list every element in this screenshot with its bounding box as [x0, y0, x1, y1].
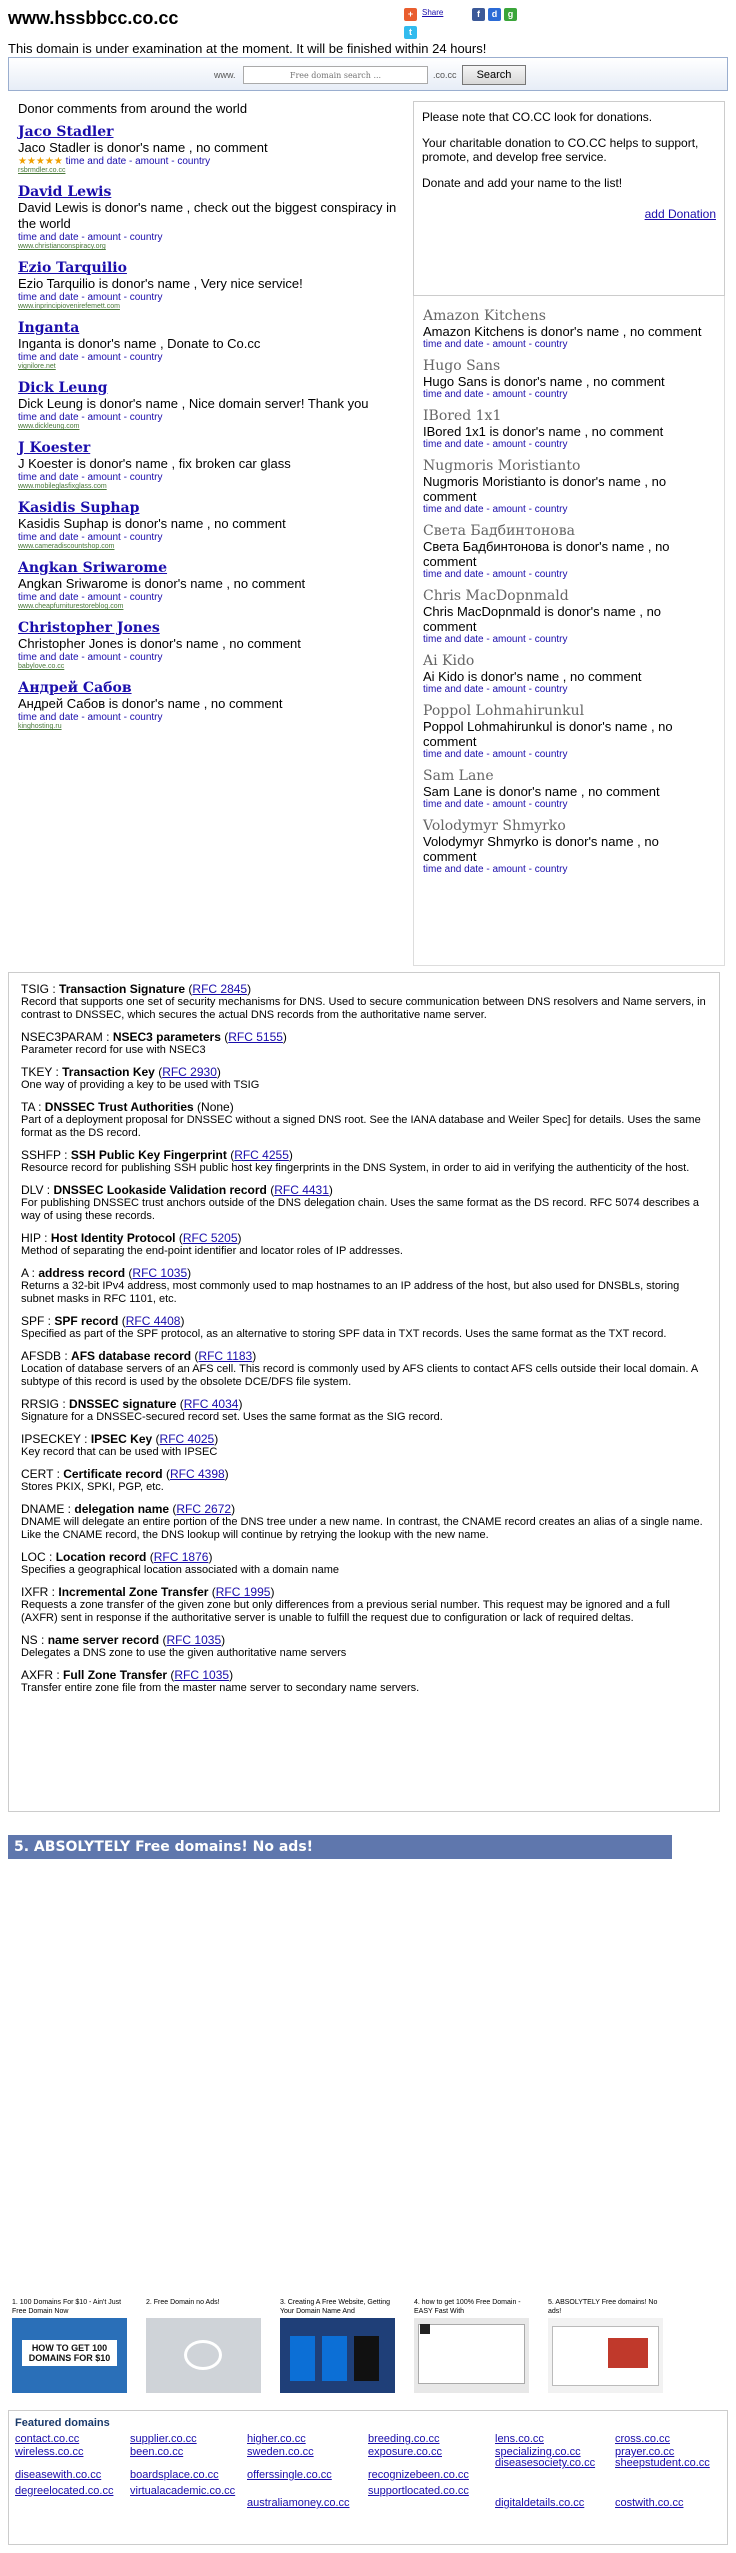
donor-name-link[interactable]: Angkan Sriwarome: [18, 560, 168, 576]
dns-record-name: DNSSEC Trust Authorities: [44, 1100, 194, 1114]
rfc-link[interactable]: RFC 4034: [183, 1397, 239, 1411]
product-box-icon: [322, 2336, 347, 2381]
dns-record-heading: SSHFP : SSH Public Key Fingerprint (RFC 4255): [21, 1148, 293, 1162]
side-donor-entry: [423, 703, 715, 760]
donor-comment: Андрей Сабов is donor's name , no comment: [18, 696, 283, 711]
donor-entry: [18, 440, 408, 490]
side-donor-entry: [423, 408, 715, 450]
dns-record-name: Certificate record: [63, 1467, 163, 1481]
video-title[interactable]: 2. Free Domain no Ads!: [146, 2299, 220, 2306]
add-donation-link[interactable]: add Donation: [644, 207, 716, 221]
dns-record: [21, 1669, 709, 1695]
section-banner: 5. ABSOLYTELY Free domains! No ads!: [8, 1835, 672, 1859]
dns-record-name: IPSEC Key: [90, 1432, 153, 1446]
side-column: [413, 101, 725, 883]
featured-domain-link[interactable]: sheepstudent.co.cc: [615, 2457, 710, 2469]
donor-site-link[interactable]: kinghosting.ru: [18, 723, 62, 730]
dns-record-description: Resource record for publishing SSH public host key fingerprints in the DNS System, in order to aid in verifying the authenticity of the host.: [21, 1162, 690, 1174]
dns-record-code: TA: [21, 1100, 35, 1114]
side-donor-meta: time and date - amount - country: [423, 504, 568, 515]
dns-record-description: One way of providing a key to be used with TSIG: [21, 1079, 260, 1091]
video-camera-icon: [184, 2340, 222, 2370]
featured-domain-link[interactable]: degreelocated.co.cc: [15, 2485, 114, 2497]
screenshot-accent-icon: [608, 2338, 648, 2368]
featured-domain-link[interactable]: boardsplace.co.cc: [130, 2469, 219, 2481]
close-icon: [420, 2324, 430, 2334]
rfc-link[interactable]: RFC 2930: [162, 1065, 217, 1079]
donor-entry: [18, 620, 408, 670]
donor-comment: Angkan Sriwarome is donor's name , no comment: [18, 576, 306, 591]
rfc-link[interactable]: RFC 1035: [174, 1668, 230, 1682]
featured-domain-link[interactable]: been.co.cc: [130, 2446, 184, 2458]
donor-name-link[interactable]: Inganta: [18, 320, 80, 336]
video-title[interactable]: 1. 100 Domains For $10 - Ain't Just Free Domain Now: [12, 2299, 122, 2315]
donor-meta: time and date - amount - country: [18, 652, 163, 663]
side-donor-entry: [423, 358, 715, 400]
share-plus-icon[interactable]: +: [404, 8, 417, 21]
video-thumbnail[interactable]: [12, 2318, 127, 2393]
dns-record-heading: IPSECKEY : IPSEC Key (RFC 4025): [21, 1432, 219, 1446]
donate-line-2: Your charitable donation to CO.CC helps to support, promote, and develop free service.: [422, 136, 699, 164]
donor-name-link[interactable]: Christopher Jones: [18, 620, 160, 636]
donor-comment: David Lewis is donor's name , check out the biggest conspiracy in the world: [18, 200, 397, 231]
dns-record-description: Returns a 32-bit IPv4 address, most commonly used to map hostnames to an IP address of the host, but also used for DNSBLs, storing subnet masks in RFC 1101, etc.: [21, 1280, 680, 1305]
dns-record-heading: AFSDB : AFS database record (RFC 1183): [21, 1349, 257, 1363]
side-donor-name: Chris MacDopnmald: [423, 588, 569, 604]
donor-site-link[interactable]: www.inprincipiovenirefemett.com: [18, 303, 120, 310]
dns-record: [21, 983, 709, 1022]
side-donor-name: Hugo Sans: [423, 358, 501, 374]
featured-domain-link[interactable]: australiamoney.co.cc: [247, 2497, 350, 2509]
dns-record: [21, 1503, 709, 1542]
video-item[interactable]: [548, 2298, 663, 2393]
side-donor-name: Nugmoris Moristianto: [423, 458, 581, 474]
side-donor-list: [413, 296, 725, 875]
donor-site-link[interactable]: www.christianconspiracy.org: [18, 243, 106, 250]
dns-record-code: A: [21, 1266, 29, 1280]
dns-record: [21, 1634, 709, 1660]
donor-meta-row: [18, 232, 408, 243]
dns-record-code: IPSECKEY: [21, 1432, 81, 1446]
donor-entry: [18, 560, 408, 610]
side-donor-name: Света Бадбинтонова: [423, 523, 575, 539]
donor-meta-row: [18, 156, 408, 167]
side-donor-comment: Chris MacDopnmald is donor's name , no comment: [423, 604, 662, 634]
donor-entry: [18, 124, 408, 174]
dns-records-box: [8, 972, 720, 1812]
donor-comment: Kasidis Suphap is donor's name , no comment: [18, 516, 286, 531]
featured-domain-link[interactable]: digitaldetails.co.cc: [495, 2497, 585, 2509]
search-bar: [8, 57, 728, 91]
side-donor-entry: [423, 768, 715, 810]
video-thumbnail[interactable]: [548, 2318, 663, 2393]
video-title[interactable]: 4. how to get 100% Free Domain - EASY Fast With: [414, 2299, 521, 2315]
rfc-link[interactable]: RFC 5205: [182, 1231, 238, 1245]
dns-record-name: SSH Public Key Fingerprint: [70, 1148, 227, 1162]
search-input[interactable]: [243, 66, 428, 84]
rfc-link[interactable]: RFC 1876: [153, 1550, 209, 1564]
dns-record-heading: A : address record (RFC 1035): [21, 1266, 192, 1280]
video-item[interactable]: [12, 2298, 127, 2393]
dns-record-description: Delegates a DNS zone to use the given authoritative name servers: [21, 1647, 347, 1659]
featured-domain-link[interactable]: lens.co.cc: [495, 2433, 544, 2445]
donate-box: [413, 101, 725, 296]
donor-name-link[interactable]: Dick Leung: [18, 380, 108, 396]
donor-meta: time and date - amount - country: [18, 532, 163, 543]
dns-record-code: TSIG: [21, 982, 50, 996]
dns-record-name: name server record: [47, 1633, 160, 1647]
donate-line-1: Please note that CO.CC look for donations.: [422, 110, 653, 124]
video-strip: [12, 2298, 724, 2398]
dns-record: [21, 1031, 709, 1057]
dns-record: [21, 1398, 709, 1424]
dns-record-heading: AXFR : Full Zone Transfer (RFC 1035): [21, 1668, 234, 1682]
site-title[interactable]: www.hssbbcc.co.cc: [8, 8, 179, 28]
side-donor-meta: time and date - amount - country: [423, 864, 568, 875]
dns-record-description: DNAME will delegate an entire portion of the DNS tree under a new name. In contrast, the CNAME record creates an alias of a single name. Like the CNAME record, the DNS lookup will continue by retrying the lookup with the new name.: [21, 1516, 703, 1541]
dns-record: [21, 1149, 709, 1175]
featured-domain-link[interactable]: supplier.co.cc: [130, 2433, 197, 2445]
dns-record-description: Specifies a geographical location associated with a domain name: [21, 1564, 339, 1576]
dns-record-name: SPF record: [54, 1314, 119, 1328]
dns-record-description: For publishing DNSSEC trust anchors outside of the DNS delegation chain. Uses the same format as the DS record. RFC 5074 describes a way of using these records.: [21, 1197, 700, 1222]
donor-name-link[interactable]: Kasidis Suphap: [18, 500, 140, 516]
rfc-link[interactable]: RFC 1995: [215, 1585, 271, 1599]
featured-domain-link[interactable]: sweden.co.cc: [247, 2446, 314, 2458]
dns-record-description: Method of separating the end-point identifier and locator roles of IP addresses.: [21, 1245, 403, 1257]
video-item[interactable]: [146, 2298, 261, 2393]
dns-record-heading: LOC : Location record (RFC 1876): [21, 1550, 213, 1564]
donor-entry: [18, 260, 408, 310]
side-donor-name: Poppol Lohmahirunkul: [423, 703, 585, 719]
dns-record: [21, 1066, 709, 1092]
dns-record: [21, 1267, 709, 1306]
google-icon[interactable]: g: [504, 8, 517, 21]
donor-meta: time and date - amount - country: [18, 232, 163, 243]
side-donor-meta: time and date - amount - country: [423, 684, 568, 695]
donor-entry: [18, 380, 408, 430]
donor-name-link[interactable]: Андрей Сабов: [18, 680, 132, 696]
donor-list: [18, 124, 408, 730]
side-donor-comment: IBored 1x1 is donor's name , no comment: [423, 424, 664, 439]
dns-record-code: AXFR: [21, 1668, 54, 1682]
dns-record-heading: SPF : SPF record (RFC 4408): [21, 1314, 185, 1328]
share-box: [404, 8, 534, 42]
dns-record-code: NS: [21, 1633, 38, 1647]
dns-record-code: DLV: [21, 1183, 44, 1197]
dns-record-name: Transaction Key: [62, 1065, 155, 1079]
dns-record-name: NSEC3 parameters: [112, 1030, 221, 1044]
donor-entry: [18, 184, 408, 250]
donor-comment: Inganta is donor's name , Donate to Co.cc: [18, 336, 261, 351]
side-donor-meta: time and date - amount - country: [423, 749, 568, 760]
video-title[interactable]: 3. Creating A Free Website, Getting Your Domain Name And: [280, 2299, 390, 2315]
product-box-icon: [290, 2336, 315, 2381]
rfc-link[interactable]: RFC 1035: [132, 1266, 188, 1280]
featured-grid: [15, 2433, 721, 2533]
side-donor-entry: [423, 588, 715, 645]
side-donor-comment: Nugmoris Moristianto is donor's name , no comment: [423, 474, 667, 504]
rfc-link[interactable]: RFC 1035: [166, 1633, 222, 1647]
donor-meta-row: [18, 292, 408, 303]
dns-record: [21, 1433, 709, 1459]
delicious-icon[interactable]: d: [488, 8, 501, 21]
product-box-icon: [354, 2336, 379, 2381]
dns-record-name: Location record: [55, 1550, 147, 1564]
dns-record-heading: IXFR : Incremental Zone Transfer (RFC 1995): [21, 1585, 275, 1599]
dns-record-name: DNSSEC Lookaside Validation record: [53, 1183, 267, 1197]
rfc-link[interactable]: RFC 1183: [198, 1349, 253, 1363]
side-donor-entry: [423, 653, 715, 695]
dns-record: [21, 1468, 709, 1494]
dns-record-heading: NSEC3PARAM : NSEC3 parameters (RFC 5155): [21, 1030, 287, 1044]
dns-record: [21, 1350, 709, 1389]
featured-domain-link[interactable]: higher.co.cc: [247, 2433, 306, 2445]
facebook-icon[interactable]: f: [472, 8, 485, 21]
featured-domain-link[interactable]: breeding.co.cc: [368, 2433, 440, 2445]
donor-column: [18, 101, 408, 740]
rfc-link[interactable]: RFC 4431: [274, 1183, 329, 1197]
side-donor-comment: Света Бадбинтонова is donor's name , no comment: [423, 539, 670, 569]
video-item[interactable]: [414, 2298, 529, 2393]
featured-domain-link[interactable]: prayer.co.cc: [615, 2446, 675, 2458]
featured-domain-link[interactable]: cross.co.cc: [615, 2433, 671, 2445]
dns-record: [21, 1232, 709, 1258]
donor-meta: time and date - amount - country: [18, 292, 163, 303]
rfc-link[interactable]: RFC 4408: [125, 1314, 181, 1328]
side-donor-comment: Amazon Kitchens is donor's name , no comment: [423, 324, 702, 339]
side-donor-entry: [423, 458, 715, 515]
donor-comment: J Koester is donor's name , fix broken car glass: [18, 456, 291, 471]
dns-record-code: IXFR: [21, 1585, 49, 1599]
side-donor-name: Ai Kido: [423, 653, 475, 669]
dns-record: [21, 1101, 709, 1140]
search-prefix: www.: [214, 70, 236, 80]
dns-record-heading: CERT : Certificate record (RFC 4398): [21, 1467, 229, 1481]
dns-record-code: HIP: [21, 1231, 41, 1245]
featured-domain-link[interactable]: recognizebeen.co.cc: [368, 2469, 469, 2481]
dns-record: [21, 1551, 709, 1577]
donor-name-link[interactable]: David Lewis: [18, 184, 112, 200]
side-donor-meta: time and date - amount - country: [423, 634, 568, 645]
video-thumbnail[interactable]: [146, 2318, 261, 2393]
donor-meta-row: [18, 352, 408, 363]
donor-comment: Dick Leung is donor's name , Nice domain server! Thank you: [18, 396, 369, 411]
donor-name-link[interactable]: Ezio Tarquilio: [18, 260, 127, 276]
donor-comment: Christopher Jones is donor's name , no comment: [18, 636, 301, 651]
dns-record-name: Host Identity Protocol: [50, 1231, 176, 1245]
donor-site-link[interactable]: vignilore.net: [18, 363, 56, 370]
donor-comment: Jaco Stadler is donor's name , no comment: [18, 140, 268, 155]
dns-record: [21, 1586, 709, 1625]
dns-record-name: Transaction Signature: [59, 982, 186, 996]
donor-meta-row: [18, 472, 408, 483]
dns-record-description: Stores PKIX, SPKI, PGP, etc.: [21, 1481, 164, 1493]
dns-record-heading: HIP : Host Identity Protocol (RFC 5205): [21, 1231, 242, 1245]
donor-meta-row: [18, 412, 408, 423]
dns-record: [21, 1184, 709, 1223]
donor-meta-row: [18, 532, 408, 543]
dns-record-name: delegation name: [74, 1502, 170, 1516]
featured-domain-link[interactable]: wireless.co.cc: [15, 2446, 84, 2458]
dns-record-heading: TA : DNSSEC Trust Authorities (None): [21, 1100, 234, 1114]
search-button[interactable]: Search: [462, 65, 526, 85]
video-thumb-text: HOW TO GET 100 DOMAINS FOR $10: [22, 2340, 117, 2366]
donor-meta-row: [18, 592, 408, 603]
video-thumbnail[interactable]: [280, 2318, 395, 2393]
side-donor-comment: Volodymyr Shmyrko is donor's name , no comment: [423, 834, 659, 864]
dns-record-name: DNSSEC signature: [69, 1397, 177, 1411]
donor-site-link[interactable]: www.cheapfurniturestoreblog.com: [18, 603, 124, 610]
dns-record-code: RRSIG: [21, 1397, 60, 1411]
side-donor-entry: [423, 818, 715, 875]
donate-line-3: Donate and add your name to the list!: [422, 176, 623, 190]
dns-record-name: Incremental Zone Transfer: [58, 1585, 209, 1599]
dns-record-description: Location of database servers of an AFS cell. This record is commonly used by AFS clients to contact AFS cells outside their local domain. A subtype of this record is used by the obsolete DCE/DFS file system.: [21, 1363, 698, 1388]
dns-record-code: NSEC3PARAM: [21, 1030, 103, 1044]
donor-entry: [18, 320, 408, 370]
donor-site-link[interactable]: www.mobileglasfixglass.com: [18, 483, 107, 490]
rfc-link[interactable]: RFC 5155: [228, 1030, 283, 1044]
dns-record-heading: DNAME : delegation name (RFC 2672): [21, 1502, 236, 1516]
side-donor-name: IBored 1x1: [423, 408, 502, 424]
donor-entry: [18, 680, 408, 730]
side-donor-entry: [423, 523, 715, 580]
video-item[interactable]: [280, 2298, 395, 2393]
dns-record-heading: RRSIG : DNSSEC signature (RFC 4034): [21, 1397, 243, 1411]
dns-record-code: DNAME: [21, 1502, 65, 1516]
side-donor-meta: time and date - amount - country: [423, 439, 568, 450]
dns-record-code: SPF: [21, 1314, 45, 1328]
dns-record-code: AFSDB: [21, 1349, 62, 1363]
dns-record-description: Specified as part of the SPF protocol, as an alternative to storing SPF data in TXT records. Uses the same format as the TXT record.: [21, 1328, 667, 1340]
side-donor-comment: Poppol Lohmahirunkul is donor's name , no comment: [423, 719, 673, 749]
rfc-link[interactable]: RFC 4255: [234, 1148, 289, 1162]
side-donor-comment: Hugo Sans is donor's name , no comment: [423, 374, 665, 389]
dns-record-description: Record that supports one set of security mechanisms for DNS. Used to secure communication between DNS resolvers and Name servers, in contrast to DNSSEC, which secures the actual DNS records from the authoritative name server.: [21, 996, 706, 1021]
donor-comment: Ezio Tarquilio is donor's name , Very nice service!: [18, 276, 303, 291]
side-donor-comment: Ai Kido is donor's name , no comment: [423, 669, 642, 684]
rfc-link[interactable]: RFC 2845: [192, 982, 248, 996]
notice-text: This domain is under examination at the moment. It will be finished within 24 hours!: [8, 41, 487, 56]
dns-record-description: Parameter record for use with NSEC3: [21, 1044, 206, 1056]
dns-record-heading: NS : name server record (RFC 1035): [21, 1633, 226, 1647]
dns-record-code: CERT: [21, 1467, 54, 1481]
dns-record-extra: (None): [197, 1100, 234, 1114]
side-donor-meta: time and date - amount - country: [423, 389, 568, 400]
dns-record-description: Key record that can be used with IPSEC: [21, 1446, 218, 1458]
featured-domain-link[interactable]: supportlocated.co.cc: [368, 2485, 469, 2497]
dns-record-code: LOC: [21, 1550, 46, 1564]
featured-domain-link[interactable]: diseasesociety.co.cc: [495, 2457, 596, 2469]
featured-domains: [8, 2410, 728, 2545]
share-link[interactable]: Share: [422, 8, 444, 17]
side-donor-meta: time and date - amount - country: [423, 799, 568, 810]
side-donor-name: Amazon Kitchens: [423, 308, 546, 324]
donor-name-link[interactable]: J Koester: [18, 440, 91, 456]
donor-meta-row: [18, 652, 408, 663]
side-donor-name: Sam Lane: [423, 768, 494, 784]
video-title[interactable]: 5. ABSOLYTELY Free domains! No ads!: [548, 2299, 658, 2315]
dns-record: [21, 1315, 709, 1341]
dns-record-heading: DLV : DNSSEC Lookaside Validation record (RFC 4431): [21, 1183, 333, 1197]
donor-meta-row: [18, 712, 408, 723]
donor-site-link[interactable]: www.dickleung.com: [18, 423, 80, 430]
donor-site-link[interactable]: www.cameradiscountshop.com: [18, 543, 115, 550]
donor-meta: time and date - amount - country: [18, 352, 163, 363]
dns-record-code: SSHFP: [21, 1148, 61, 1162]
dns-record-code: TKEY: [21, 1065, 53, 1079]
donor-meta: time and date - amount - country: [18, 472, 163, 483]
featured-domain-link[interactable]: virtualacademic.co.cc: [130, 2485, 236, 2497]
donor-meta: time and date - amount - country: [18, 592, 163, 603]
donor-entry: [18, 500, 408, 550]
featured-domain-link[interactable]: offerssingle.co.cc: [247, 2469, 332, 2481]
side-donor-meta: time and date - amount - country: [423, 569, 568, 580]
rfc-link[interactable]: RFC 2672: [176, 1502, 232, 1516]
dns-record-name: AFS database record: [71, 1349, 192, 1363]
donor-site-link[interactable]: rsbrmdler.co.cc: [18, 167, 66, 174]
screenshot-panel-icon: [418, 2324, 525, 2384]
dns-record-name: address record: [38, 1266, 126, 1280]
dns-record-description: Requests a zone transfer of the given zone but only differences from a previous serial number. This request may be ignored and a full (AXFR) sent in response if the authoritative server is unable to fulfill the request due to configuration or lack of required deltas.: [21, 1599, 670, 1624]
featured-domain-link[interactable]: diseasewith.co.cc: [15, 2469, 102, 2481]
rfc-link[interactable]: RFC 4025: [159, 1432, 215, 1446]
dns-record-description: Signature for a DNSSEC-secured record set. Uses the same format as the SIG record.: [21, 1411, 443, 1423]
donor-heading: Donor comments from around the world: [18, 101, 248, 116]
featured-domain-link[interactable]: specializing.co.cc: [495, 2446, 581, 2458]
rfc-link[interactable]: RFC 4398: [169, 1467, 225, 1481]
twitter-icon[interactable]: t: [404, 26, 417, 39]
search-suffix: .co.cc: [433, 70, 457, 80]
featured-title: Featured domains: [15, 2417, 110, 2429]
side-donor-comment: Sam Lane is donor's name , no comment: [423, 784, 660, 799]
donor-meta: time and date - amount - country: [18, 712, 163, 723]
dns-record-description: Part of a deployment proposal for DNSSEC without a signed DNS root. See the IANA database and Weiler Spec] for details. Uses the same format as the DS record.: [21, 1114, 701, 1139]
dns-record-heading: TKEY : Transaction Key (RFC 2930): [21, 1065, 221, 1079]
donor-meta: time and date - amount - country: [18, 412, 163, 423]
donor-site-link[interactable]: babylove.co.cc: [18, 663, 65, 670]
side-donor-name: Volodymyr Shmyrko: [423, 818, 566, 834]
donor-meta: time and date - amount - country: [65, 156, 211, 167]
side-donor-entry: [423, 308, 715, 350]
featured-domain-link[interactable]: contact.co.cc: [15, 2433, 80, 2445]
dns-record-name: Full Zone Transfer: [63, 1668, 168, 1682]
side-donor-meta: time and date - amount - country: [423, 339, 568, 350]
featured-domain-link[interactable]: exposure.co.cc: [368, 2446, 442, 2458]
video-thumbnail[interactable]: [414, 2318, 529, 2393]
dns-record-description: Transfer entire zone file from the master name server to secondary name servers.: [21, 1682, 420, 1694]
featured-domain-link[interactable]: costwith.co.cc: [615, 2497, 684, 2509]
donor-name-link[interactable]: Jaco Stadler: [18, 124, 114, 140]
dns-record-heading: TSIG : Transaction Signature (RFC 2845): [21, 982, 252, 996]
rating-stars-icon: ★★★★★: [18, 156, 63, 167]
